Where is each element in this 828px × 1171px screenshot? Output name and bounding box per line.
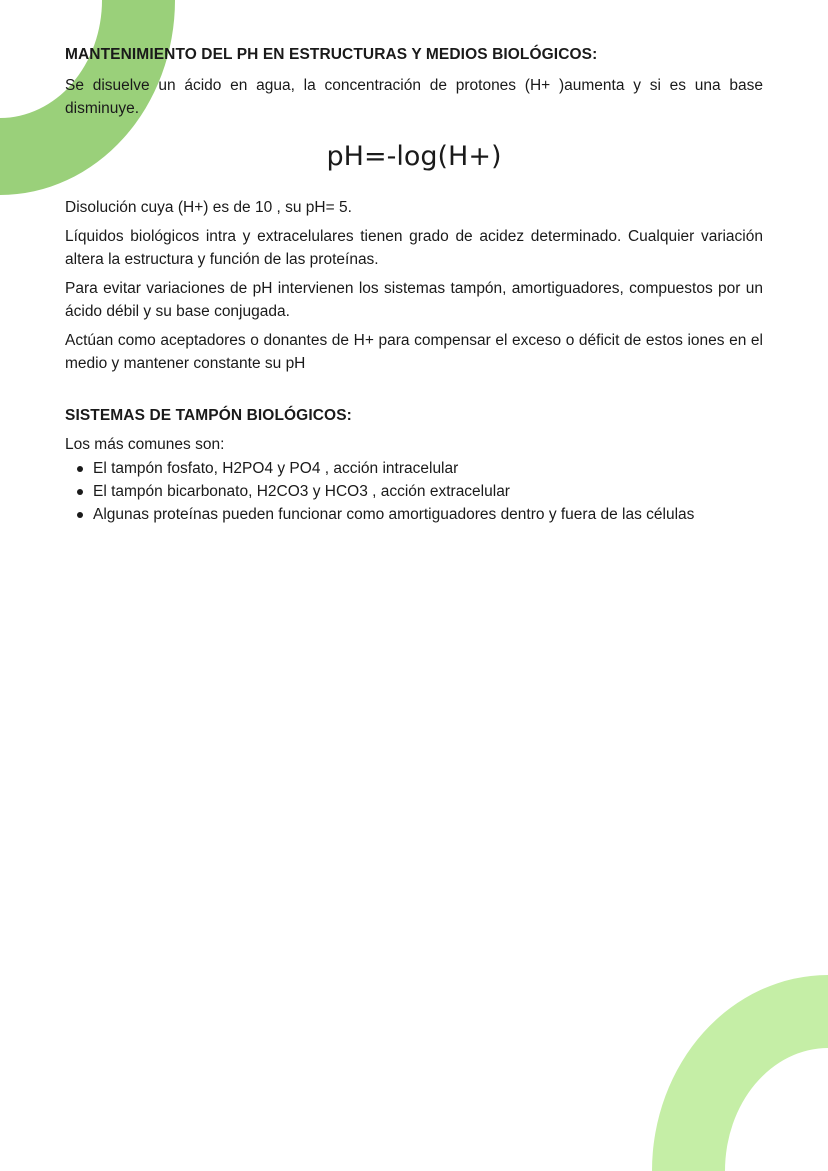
- list-item: [65, 480, 763, 503]
- bullet-icon: [77, 512, 83, 518]
- paragraph-acceptors-donors: Actúan como aceptadores o donantes de H+ para compensar el exceso o déficit de estos iones en el medio y mantener constante su pH: [65, 332, 763, 372]
- document-page: [65, 44, 763, 526]
- list-item: [65, 457, 763, 480]
- arc-shape-bottom-right: [652, 975, 828, 1171]
- bullet-icon: [77, 466, 83, 472]
- list-item-text: El tampón bicarbonato, H2CO3 y HCO3 , acción extracelular: [93, 483, 510, 500]
- paragraph-biological-liquids: Líquidos biológicos intra y extracelulares tienen grado de acidez determinado. Cualquier variación altera la estructura y función de las proteínas.: [65, 228, 763, 268]
- paragraph-example-ph: Disolución cuya (H+) es de 10 , su pH= 5.: [65, 199, 352, 216]
- list-intro: Los más comunes son:: [65, 436, 225, 453]
- buffer-list: [65, 457, 763, 526]
- list-item-text: El tampón fosfato, H2PO4 y PO4 , acción intracelular: [93, 460, 459, 477]
- paragraph-buffer-systems: Para evitar variaciones de pH intervienen los sistemas tampón, amortiguadores, compuestos por un ácido débil y su base conjugada.: [65, 280, 763, 320]
- paragraph-acid-dissolution: Se disuelve un ácido en agua, la concentración de protones (H+ )aumenta y si es una base disminuye.: [65, 77, 763, 117]
- list-item: [65, 503, 763, 526]
- bullet-icon: [77, 489, 83, 495]
- section-heading-ph-maintenance: MANTENIMIENTO DEL PH EN ESTRUCTURAS Y MEDIOS BIOLÓGICOS:: [65, 46, 598, 63]
- list-item-text: Algunas proteínas pueden funcionar como amortiguadores dentro y fuera de las células: [93, 506, 695, 523]
- section-heading-buffer-systems: SISTEMAS DE TAMPÓN BIOLÓGICOS:: [65, 407, 352, 424]
- ph-formula: pH=-log(H+): [326, 141, 502, 172]
